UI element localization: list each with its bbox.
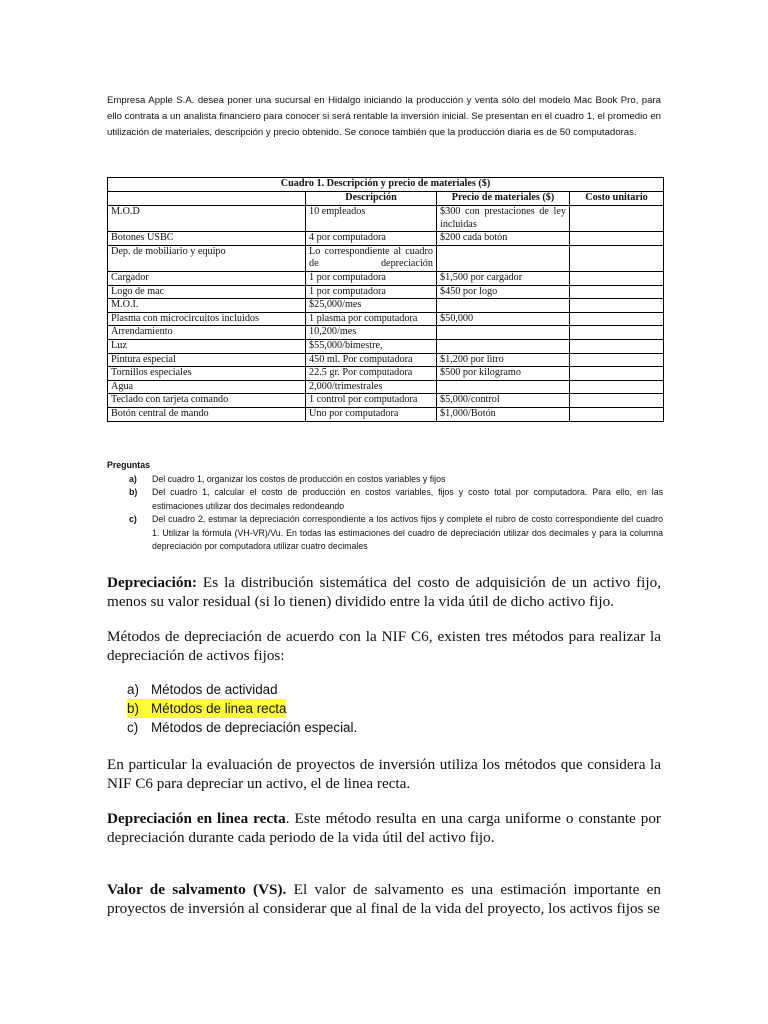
- table-cell: Logo de mac: [108, 285, 306, 299]
- pregunta-label: a): [129, 473, 137, 484]
- table-cell: M.O.D: [108, 206, 306, 232]
- table-cell: $200 cada botón: [437, 232, 570, 246]
- table-cell: 1 plasma por computadora: [306, 312, 437, 326]
- table-cell: [570, 407, 664, 421]
- preguntas-title: Preguntas: [107, 460, 151, 470]
- intro-paragraph: Empresa Apple S.A. desea poner una sucursal en Hidalgo iniciando la producción y venta sólo del modelo Mac Book Pro, para ello contrata a un analista financiero para conocer si será rentable la inversión inicial. Se presentan en el cuadro 1, el promedio en utilización de materiales, descripción y precio obtenido. Se conoce también que la producción diaria es de 50 computadoras.: [107, 95, 661, 138]
- table-cell: [570, 206, 664, 232]
- table-row: [108, 353, 664, 367]
- table-row: [108, 206, 664, 232]
- table-row: [108, 380, 664, 394]
- table-row: [108, 232, 664, 246]
- metodo-line: [127, 718, 357, 737]
- table-row: [108, 339, 664, 353]
- pregunta-text: Del cuadro 2, estimar la depreciación correspondiente a los activos fijos y complete el rubro de costo correspondiente del cuadro 1. Utilizar la fórmula (VH-VR)/Vu. En todas las estimaciones del cuadro de depreciación utilizar dos decimales y para la columna depreciación por computadora utilizar cuatro decimales: [152, 514, 663, 551]
- pregunta-label: c): [129, 514, 137, 524]
- table-cell: Botón central de mando: [108, 407, 306, 421]
- table-row: [108, 312, 664, 326]
- table-cell: $1,000/Botón: [437, 407, 570, 421]
- table-cell: $1,200 por litro: [437, 353, 570, 367]
- table-header-row: [108, 192, 664, 206]
- table-cell: $300 con prestaciones de ley incluidas: [437, 206, 570, 232]
- depreciacion-text: Es la distribución sistemática del costo de adquisición de un activo fijo, menos su valor residual (si lo tienen) dividido entre la vida útil de dicho activo fijo.: [107, 574, 661, 610]
- salvamento-text: El valor de salvamento es una estimación importante en proyectos de inversión al considerar que al final de la vida del proyecto, los activos fijos se: [107, 881, 661, 917]
- table-cell: Tornillos especiales: [108, 367, 306, 381]
- table-cell: [570, 245, 664, 271]
- cuadro-1-table: [107, 177, 664, 422]
- table-cell: $1,500 por cargador: [437, 271, 570, 285]
- depreciacion-term: Depreciación:: [107, 574, 197, 591]
- table-cell: [570, 367, 664, 381]
- table-cell: 1 por computadora: [306, 285, 437, 299]
- table-cell: 1 control por computadora: [306, 394, 437, 408]
- metodo-label: a): [127, 682, 139, 697]
- table-row: [108, 367, 664, 381]
- table-row: [108, 394, 664, 408]
- table-cell: [570, 271, 664, 285]
- table-cell: Botones USBC: [108, 232, 306, 246]
- table-cell: $55,000/bimestre,: [306, 339, 437, 353]
- table-cell: [570, 353, 664, 367]
- pregunta-item: [107, 513, 663, 554]
- salvamento-paragraph: [107, 880, 661, 918]
- table-cell: 2,000/trimestrales: [306, 380, 437, 394]
- preguntas-section: [107, 459, 663, 554]
- pregunta-label: b): [129, 487, 138, 497]
- salvamento-term: Valor de salvamento (VS).: [107, 881, 287, 898]
- metodo-text: Métodos de depreciación especial.: [151, 720, 358, 735]
- linea-recta-text: . Este método resulta en una carga uniforme o constante por depreciación durante cada periodo de la vida útil del activo fijo.: [107, 810, 661, 846]
- pregunta-item: [107, 473, 663, 487]
- table-row: [108, 326, 664, 340]
- table-cell: Uno por computadora: [306, 407, 437, 421]
- table-cell: [570, 394, 664, 408]
- table-row: [108, 245, 664, 271]
- table-cell: [437, 339, 570, 353]
- table-cell: $5,000/control: [437, 394, 570, 408]
- table-cell: [437, 326, 570, 340]
- table-cell: Lo correspondiente al cuadro de depreciación: [306, 245, 437, 271]
- table-row: [108, 271, 664, 285]
- table-cell: 4 por computadora: [306, 232, 437, 246]
- table-cell: $25,000/mes: [306, 299, 437, 313]
- table-cell: [570, 380, 664, 394]
- table-cell: Pintura especial: [108, 353, 306, 367]
- depreciacion-paragraph: [107, 573, 661, 611]
- table-header-cell: Costo unitario: [570, 192, 664, 206]
- table-cell: [437, 380, 570, 394]
- metodo-label: c): [127, 720, 139, 735]
- pregunta-text: Del cuadro 1, calcular el costo de producción en costos variables, fijos y costo total por computadora. Para ello, en las estimaciones utilizar dos decimales redondeando: [152, 487, 663, 511]
- table-row: [108, 299, 664, 313]
- table-cell: [570, 299, 664, 313]
- metodo-item: [127, 718, 527, 737]
- table-row: [108, 407, 664, 421]
- metodos-intro-paragraph: Métodos de depreciación de acuerdo con la NIF C6, existen tres métodos para realizar la depreciación de activos fijos:: [107, 628, 661, 664]
- table-cell: $500 por kilogramo: [437, 367, 570, 381]
- table-title: Cuadro 1. Descripción y precio de materiales ($): [108, 178, 664, 192]
- metodo-item: [127, 699, 527, 718]
- linea-recta-term: Depreciación en linea recta: [107, 810, 286, 827]
- table-cell: Cargador: [108, 271, 306, 285]
- table-cell: Luz: [108, 339, 306, 353]
- table-row: [108, 285, 664, 299]
- table-header-cell: [108, 192, 306, 206]
- table-cell: 10,200/mes: [306, 326, 437, 340]
- table-cell: Plasma con microcircuitos incluidos: [108, 312, 306, 326]
- pregunta-text: Del cuadro 1, organizar los costos de producción en costos variables y fijos: [152, 473, 446, 484]
- pregunta-item: [107, 486, 663, 513]
- metodo-line: [127, 680, 278, 699]
- particular-paragraph: En particular la evaluación de proyectos de inversión utiliza los métodos que considera la NIF C6 para depreciar un activo, el de linea recta.: [107, 756, 661, 792]
- table-cell: Agua: [108, 380, 306, 394]
- table-cell: [570, 285, 664, 299]
- table-cell: [570, 326, 664, 340]
- metodo-text: Métodos de linea recta: [151, 701, 287, 716]
- table-cell: Dep. de mobiliario y equipo: [108, 245, 306, 271]
- linea-recta-paragraph: [107, 809, 661, 847]
- metodos-list: [127, 680, 527, 737]
- table-cell: $450 por logo: [437, 285, 570, 299]
- table-cell: Teclado con tarjeta comando: [108, 394, 306, 408]
- metodo-label: b): [127, 701, 139, 716]
- table-header-cell: Precio de materiales ($): [437, 192, 570, 206]
- table-cell: [570, 232, 664, 246]
- table-cell: [437, 299, 570, 313]
- table-cell: $50,000: [437, 312, 570, 326]
- table-cell: 22.5 gr. Por computadora: [306, 367, 437, 381]
- metodo-text: Métodos de actividad: [151, 682, 278, 697]
- metodo-item: [127, 680, 527, 699]
- table-cell: M.O.I.: [108, 299, 306, 313]
- table-cell: [570, 339, 664, 353]
- table-cell: 1 por computadora: [306, 271, 437, 285]
- table-cell: 450 ml. Por computadora: [306, 353, 437, 367]
- table-cell: Arrendamiento: [108, 326, 306, 340]
- table-cell: [570, 312, 664, 326]
- metodo-line: [127, 699, 286, 718]
- table-cell: [437, 245, 570, 271]
- table-cell: 10 empleados: [306, 206, 437, 232]
- table-header-cell: Descripción: [306, 192, 437, 206]
